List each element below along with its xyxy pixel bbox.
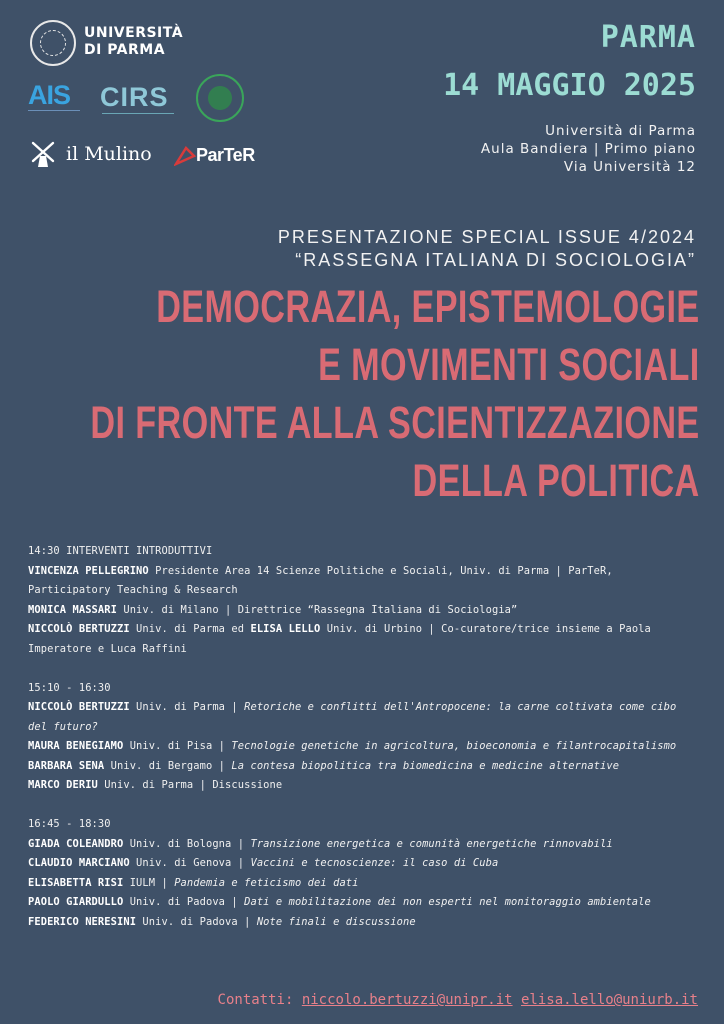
talk-title: Transizione energetica e comunità energetiche rinnovabili — [250, 837, 613, 850]
university-name — [84, 25, 183, 59]
speaker-name: FEDERICO NERESINI — [28, 915, 137, 928]
venue-line-3: Via Università 12 — [563, 159, 696, 175]
speaker-affiliation: Univ. di Bologna | — [123, 837, 251, 850]
session-heading: 15:10 - 16:30 — [28, 681, 111, 694]
speaker-entry — [28, 698, 698, 737]
speaker-entry — [28, 874, 698, 894]
talk-title: Tecnologie genetiche in agricoltura, bioeconomia e filantrocapitalismo — [231, 740, 677, 752]
speaker-name: NICCOLÒ BERTUZZI — [28, 623, 130, 635]
il-mulino-logo: il Mulino — [66, 143, 152, 165]
ais-logo-underline — [28, 110, 80, 125]
speaker-name: ELISABETTA RISI — [28, 876, 124, 889]
green-lab-logo-icon — [196, 74, 244, 122]
program-session-1 — [28, 542, 698, 659]
speaker-name: MARCO DERIU — [28, 779, 98, 791]
talk-title: Note finali e discussione — [256, 915, 416, 928]
session-heading: 14:30 INTERVENTI INTRODUTTIVI — [28, 545, 213, 557]
title-line-1: DEMOCRAZIA, EPISTEMOLOGIE — [156, 281, 700, 332]
speaker-name: BARBARA SENA — [28, 759, 105, 772]
talk-title: Vaccini e tecnoscienze: il caso di Cuba — [250, 857, 499, 869]
speaker-affiliation: Univ. di Parma ed — [129, 623, 251, 635]
speaker-entry — [28, 835, 698, 855]
speaker-entry — [28, 854, 698, 874]
presentation-line-1: PRESENTAZIONE SPECIAL ISSUE 4/2024 — [277, 227, 696, 247]
event-city: PARMA — [600, 20, 696, 55]
speaker-entry — [28, 562, 698, 601]
cirs-logo: CIRS — [100, 82, 169, 112]
contacts — [218, 992, 698, 1008]
presentation-subtitle — [278, 226, 696, 272]
parter-logo: ParTeR — [196, 145, 255, 165]
ais-logo: AIS — [28, 80, 71, 110]
title-line-3: DI FRONTE ALLA SCIENTIZZAZIONE — [90, 397, 700, 448]
university-seal-icon — [30, 20, 76, 66]
talk-title: Pandemia e feticismo dei dati — [174, 876, 359, 889]
speaker-affiliation: Presidente Area 14 Scienze Politiche e Sociali, Univ. di Parma | ParTeR, Participatory Teaching & Research — [28, 564, 613, 596]
speaker-affiliation: Univ. di Pisa | — [123, 740, 232, 752]
windmill-icon — [30, 140, 56, 168]
speaker-affiliation: Univ. di Bergamo | — [104, 759, 232, 772]
speaker-affiliation: Univ. di Padova | — [123, 896, 245, 908]
venue-line-2: Aula Bandiera | Primo piano — [480, 141, 696, 157]
program — [28, 542, 698, 952]
talk-title: La contesa biopolitica tra biomedicina e medicine alternative — [231, 759, 620, 772]
venue-line-1: Università di Parma — [545, 123, 696, 139]
speaker-entry — [28, 893, 698, 913]
speaker-name: CLAUDIO MARCIANO — [28, 857, 130, 869]
presentation-line-2: “RASSEGNA ITALIANA DI SOCIOLOGIA” — [295, 250, 696, 270]
event-date: 14 MAGGIO 2025 — [443, 68, 696, 103]
talk-title: Retoriche e conflitti dell'Antropocene: la carne coltivata come cibo del futuro? — [28, 701, 677, 733]
speaker-name: PAOLO GIARDULLO — [28, 896, 124, 908]
speaker-affiliation: Univ. di Parma | — [129, 701, 245, 713]
program-session-2 — [28, 679, 698, 796]
main-title — [91, 278, 700, 510]
speaker-affiliation: Univ. di Parma | Discussione — [97, 779, 283, 791]
speaker-name: GIADA COLEANDRO — [28, 837, 124, 850]
session-heading: 16:45 - 18:30 — [28, 818, 111, 830]
contacts-label: Contatti: — [217, 992, 302, 1008]
university-name-line-2: DI PARMA — [84, 42, 166, 58]
speaker-affiliation: Univ. di Urbino | Co-curatore/trice insieme a Paola Imperatore e Luca Raffini — [28, 623, 651, 655]
speaker-entry — [28, 620, 698, 659]
parter-logo-icon — [174, 146, 198, 166]
title-line-4: DELLA POLITICA — [412, 455, 700, 506]
program-session-3 — [28, 815, 698, 932]
speaker-affiliation: Univ. di Genova | — [129, 857, 251, 869]
email-link-bertuzzi[interactable]: niccolo.bertuzzi@unipr.it — [301, 992, 513, 1008]
university-name-line-1: UNIVERSITÀ — [84, 25, 184, 41]
speaker-entry — [28, 737, 698, 757]
title-line-2: E MOVIMENTI SOCIALI — [318, 339, 700, 390]
speaker-entry — [28, 757, 698, 777]
speaker-entry — [28, 601, 698, 621]
speaker-affiliation: IULM | — [123, 876, 175, 889]
speaker-name: VINCENZA PELLEGRINO — [28, 564, 149, 577]
speaker-entry — [28, 913, 698, 933]
email-link-lello[interactable]: elisa.lello@uniurb.it — [520, 992, 698, 1008]
event-venue — [481, 122, 696, 176]
cirs-logo-underline — [102, 113, 174, 124]
talk-title: Dati e mobilitazione dei non esperti nel monitoraggio ambientale — [244, 896, 651, 908]
speaker-name: MONICA MASSARI — [28, 603, 117, 616]
speaker-name: ELISA LELLO — [250, 623, 321, 635]
speaker-entry — [28, 776, 698, 796]
speaker-name: NICCOLÒ BERTUZZI — [28, 701, 130, 713]
speaker-affiliation: Univ. di Milano | Direttrice “Rassegna Italiana di Sociologia” — [116, 603, 518, 616]
speaker-name: MAURA BENEGIAMO — [28, 740, 124, 752]
speaker-affiliation: Univ. di Padova | — [136, 915, 257, 928]
